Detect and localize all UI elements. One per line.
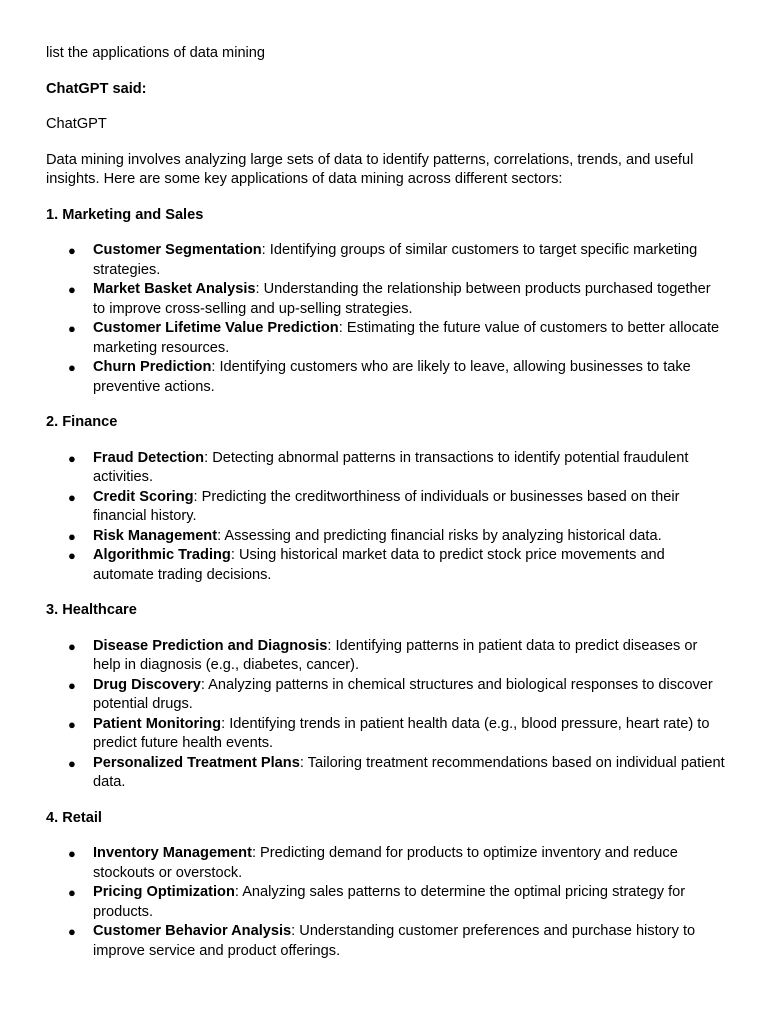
bullet-icon: ●: [68, 528, 76, 544]
list-item: [46, 883, 726, 922]
section-healthcare: [46, 601, 726, 793]
list-item: [46, 922, 726, 961]
item-term: Fraud Detection: [93, 449, 205, 466]
item-desc: : Assessing and predicting financial risks by analyzing historical data.: [217, 527, 662, 544]
list-item: [46, 488, 726, 527]
list-item: [46, 546, 726, 585]
item-term: Disease Prediction and Diagnosis: [93, 637, 328, 654]
bullet-icon: ●: [68, 321, 76, 336]
item-term: Inventory Management: [93, 845, 252, 861]
item-term: Customer Segmentation: [93, 242, 262, 258]
bullet-icon: ●: [68, 677, 76, 693]
item-desc: : Analyzing patterns in chemical structures and biological responses to discover potential drugs.: [93, 676, 713, 712]
list-item: [46, 527, 726, 547]
item-term: Customer Behavior Analysis: [93, 923, 292, 939]
assistant-label: ChatGPT: [46, 116, 107, 132]
item-desc: : Predicting demand for products to optimize inventory and reduce stockouts or overstock.: [93, 845, 678, 881]
bullet-icon: ●: [68, 360, 76, 375]
section-heading: 3. Healthcare: [46, 602, 137, 618]
item-desc: : Identifying patterns in patient data to predict diseases or help in diagnosis (e.g., diabetes, cancer).: [93, 637, 698, 673]
bullet-icon: ●: [68, 489, 76, 505]
section-marketing: [46, 206, 726, 398]
item-desc: : Understanding customer preferences and purchase history to improve service and product offerings.: [93, 923, 696, 959]
item-term: Drug Discovery: [93, 676, 201, 693]
item-term: Pricing Optimization: [93, 884, 235, 900]
list-item: [46, 358, 726, 397]
list-item: [46, 280, 726, 319]
bullet-icon: ●: [68, 885, 76, 900]
bullet-icon: ●: [68, 548, 76, 563]
document-page: [46, 44, 726, 977]
list-item: [46, 844, 726, 883]
item-desc: : Predicting the creditworthiness of individuals or businesses based on their financial history.: [93, 488, 680, 524]
item-term: Customer Lifetime Value Prediction: [93, 320, 339, 336]
item-desc: : Detecting abnormal patterns in transactions to identify potential fraudulent activities.: [93, 449, 689, 485]
item-desc: : Identifying customers who are likely to leave, allowing businesses to take preventive actions.: [93, 359, 691, 395]
item-term: Personalized Treatment Plans: [93, 754, 300, 771]
list-item: [46, 319, 726, 358]
list-item: [46, 241, 726, 280]
item-term: Algorithmic Trading: [93, 547, 231, 563]
intro-paragraph: Data mining involves analyzing large sets of data to identify patterns, correlations, trends, and useful insights. Here are some key applications of data mining across different sectors:: [46, 151, 694, 187]
user-prompt: list the applications of data mining: [46, 45, 266, 61]
section-heading: 2. Finance: [46, 414, 118, 430]
item-term: Churn Prediction: [93, 359, 212, 375]
item-term: Market Basket Analysis: [93, 281, 256, 297]
item-desc: : Analyzing sales patterns to determine the optimal pricing strategy for products.: [93, 884, 686, 920]
bullet-icon: ●: [68, 716, 76, 732]
list-item: [46, 676, 726, 715]
bullet-icon: ●: [68, 924, 76, 939]
list-item: [46, 449, 726, 488]
bullet-list: [46, 637, 726, 793]
bullet-list: [46, 449, 726, 586]
section-heading: 4. Retail: [46, 809, 102, 826]
item-desc: : Tailoring treatment recommendations based on individual patient data.: [93, 754, 725, 790]
bullet-list: [46, 844, 726, 961]
item-desc: : Estimating the future value of customers to better allocate marketing resources.: [93, 320, 720, 356]
item-desc: : Using historical market data to predict stock price movements and automate trading decisions.: [93, 547, 665, 583]
list-item: [46, 715, 726, 754]
item-desc: : Identifying trends in patient health data (e.g., blood pressure, heart rate) to predict future health events.: [93, 715, 710, 751]
item-term: Risk Management: [93, 527, 218, 544]
speaker-heading: ChatGPT said:: [46, 80, 147, 97]
section-retail: [46, 809, 726, 962]
section-finance: [46, 413, 726, 585]
bullet-icon: ●: [68, 450, 76, 466]
item-desc: : Identifying groups of similar customers to target specific marketing strategies.: [93, 242, 698, 278]
item-desc: : Understanding the relationship between products purchased together to improve cross-selling and up-selling strategies.: [93, 281, 711, 317]
item-term: Credit Scoring: [93, 488, 194, 505]
list-item: [46, 637, 726, 676]
item-term: Patient Monitoring: [93, 715, 222, 732]
bullet-icon: ●: [68, 846, 76, 861]
bullet-icon: ●: [68, 638, 76, 654]
bullet-icon: ●: [68, 755, 76, 771]
bullet-icon: ●: [68, 282, 76, 297]
section-heading: 1. Marketing and Sales: [46, 206, 204, 223]
list-item: [46, 754, 726, 793]
bullet-icon: ●: [68, 243, 76, 258]
bullet-list: [46, 241, 726, 397]
